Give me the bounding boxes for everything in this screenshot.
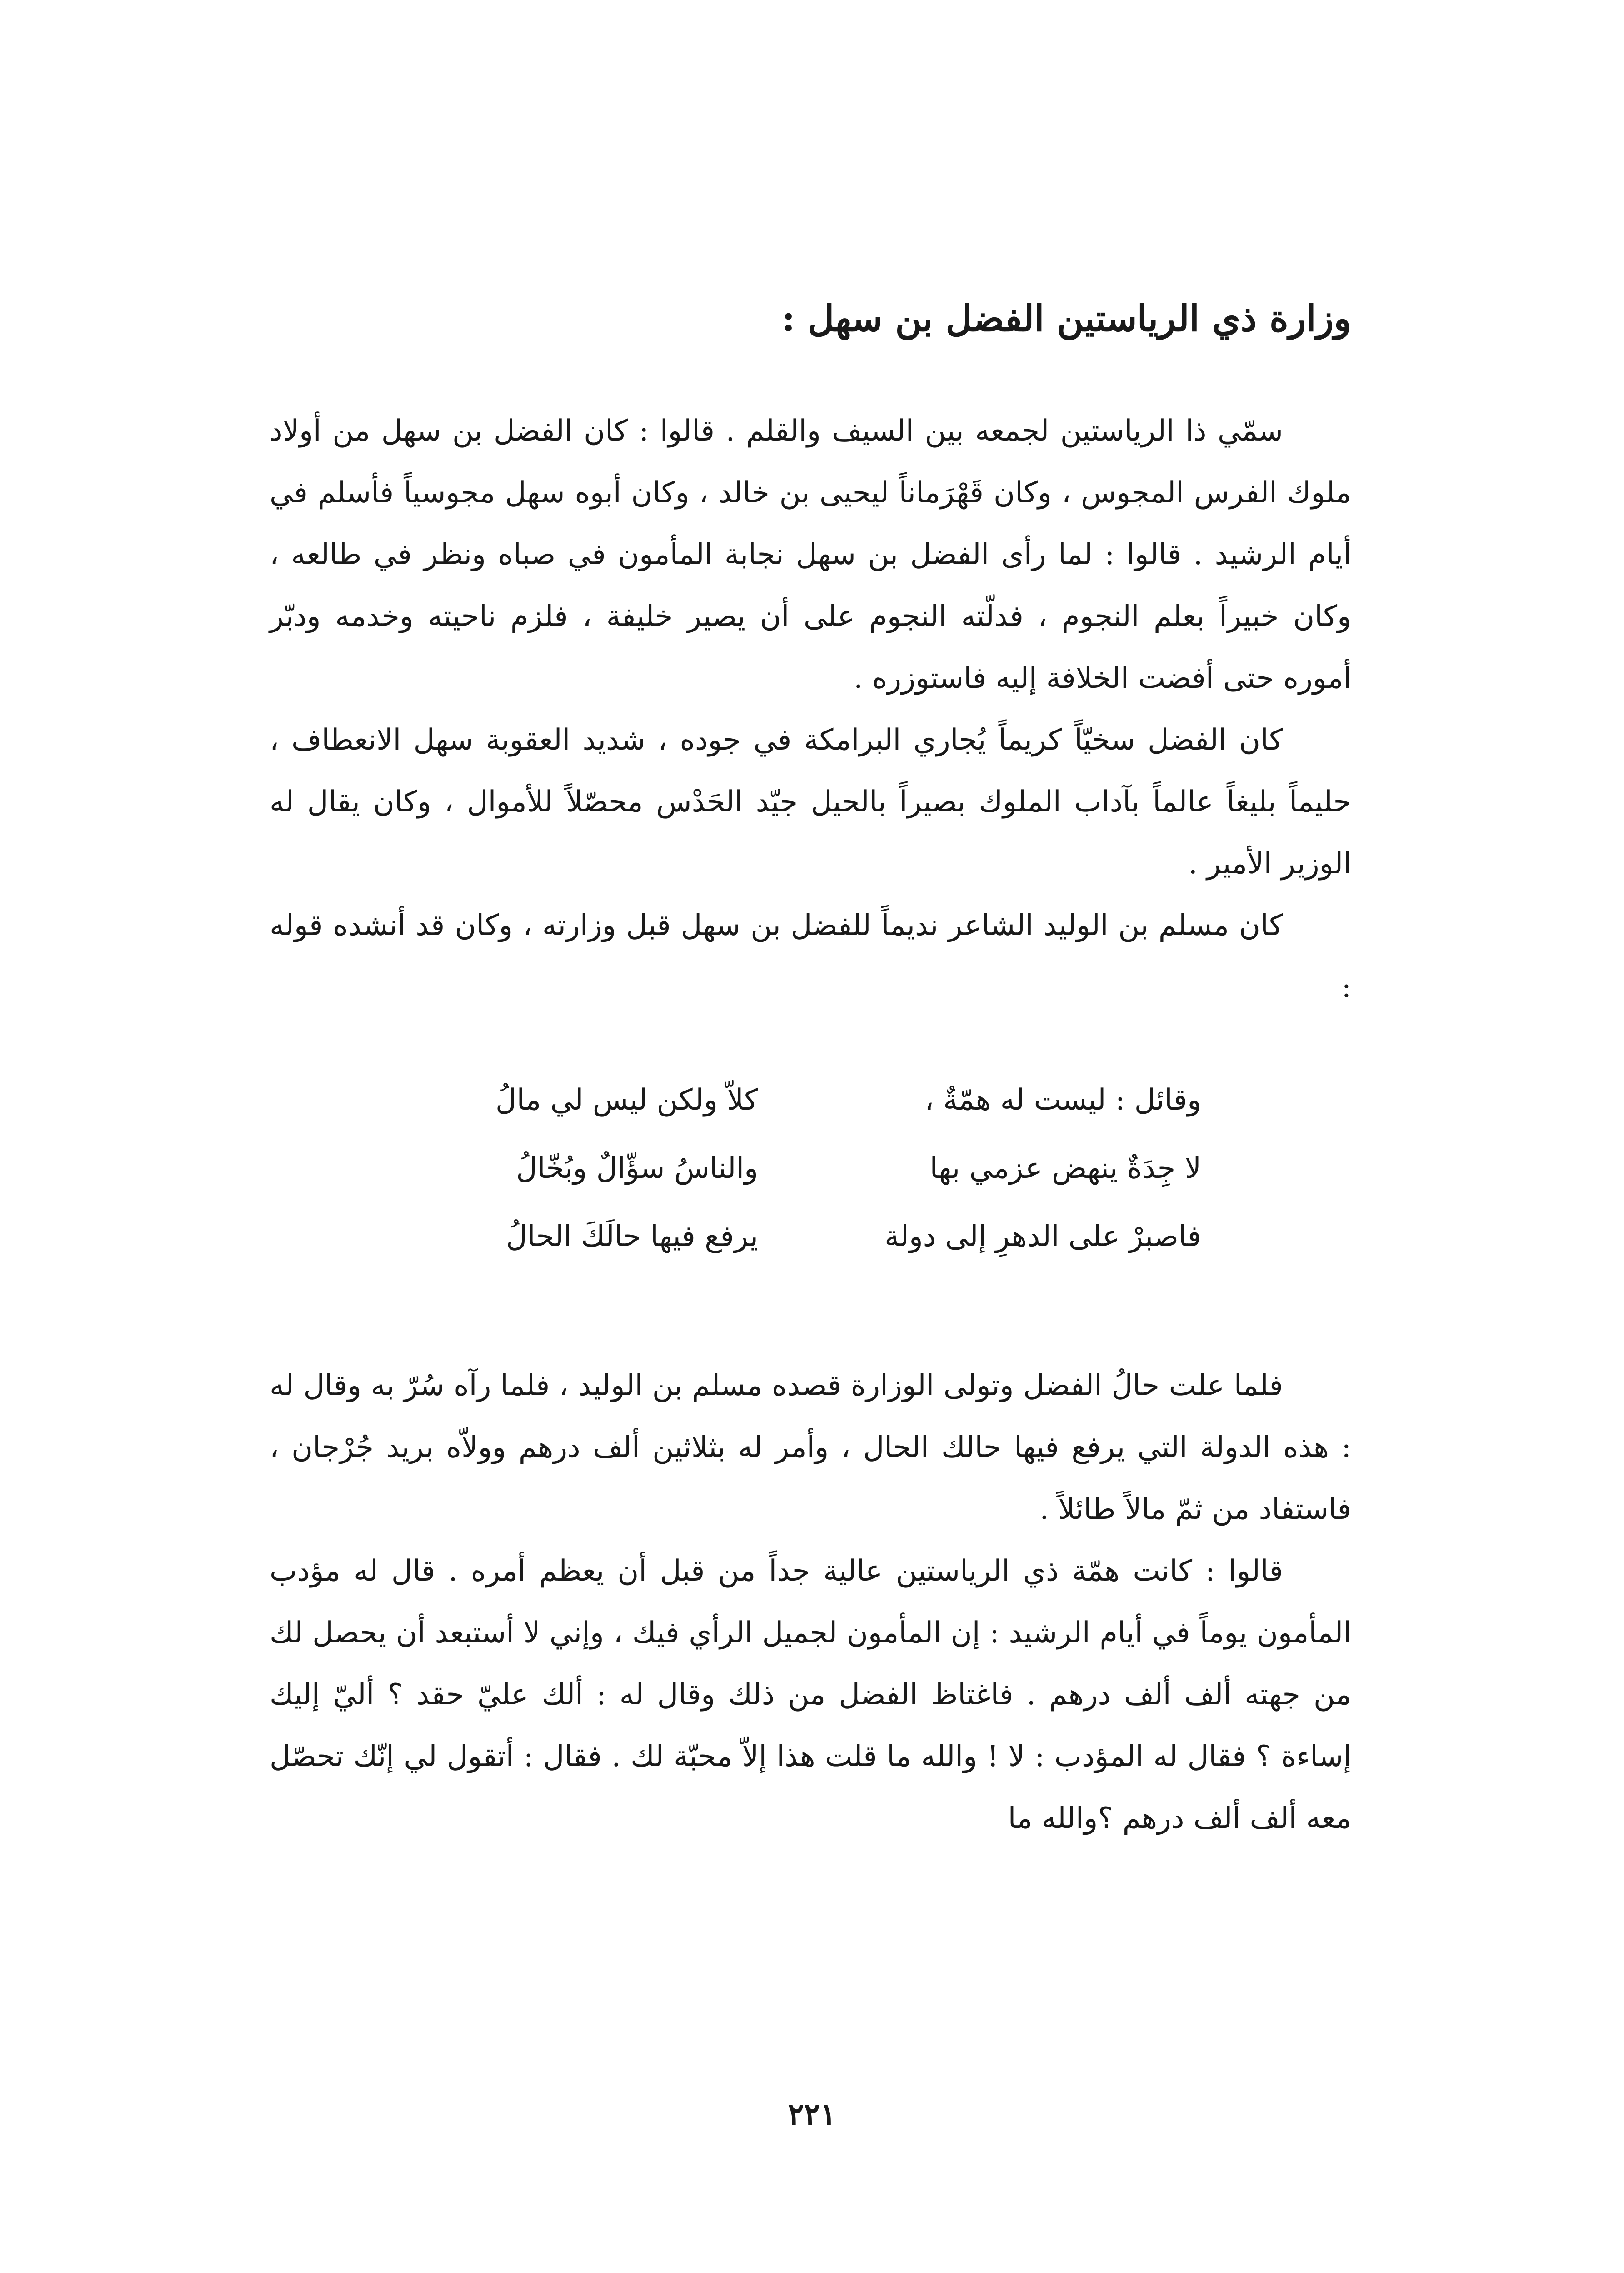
verse-line — [315, 1134, 1201, 1202]
verse-line — [315, 1066, 1201, 1134]
prose-block-top — [270, 400, 1351, 1018]
verse-second-hemistich: كلاّ ولكن ليس لي مالُ — [495, 1083, 758, 1117]
paragraph: قالوا : كانت همّة ذي الرياستين عالية جداً من قبل أن يعظم أمره . قال له مؤدب المأمون يوماً في أيام الرشيد : إن المأمون لجميل الرأي فيك ، وإني لا أستبعد أن يحصل لك من جهته ألف ألف درهم . فاغتاظ الفضل من ذلك وقال له : ألك عليّ حقد ؟ أليّ إليك إساءة ؟ فقال له المؤدب : لا ! والله ما قلت هذا إلاّ محبّة لك . فقال : أتقول لي إنّك تحصّل معه ألف ألف درهم ؟والله ما — [270, 1554, 1352, 1835]
paragraph: فلما علت حالُ الفضل وتولى الوزارة قصده مسلم بن الوليد ، فلما رآه سُرّ به وقال له : هذه الدولة التي يرفع فيها حالك الحال ، وأمر له بثلاثين ألف درهم وولاّه بريد جُرْجان ، فاستفاد من ثمّ مالاً طائلاً . — [270, 1369, 1351, 1526]
poem-verses — [315, 1066, 1201, 1271]
verse-first-hemistich: فاصبرْ على الدهرِ إلى دولة — [884, 1220, 1201, 1253]
verse-second-hemistich: يرفع فيها حالَكَ الحالُ — [506, 1220, 758, 1253]
paragraph: كان مسلم بن الوليد الشاعر نديماً للفضل بن سهل قبل وزارته ، وكان قد أنشده قوله : — [270, 909, 1351, 1004]
paragraph: سمّي ذا الرياستين لجمعه بين السيف والقلم . قالوا : كان الفضل بن سهل من أولاد ملوك الفرس المجوس ، وكان قَهْرَماناً ليحيى بن خالد ، وكان أبوه سهل مجوسياً فأسلم في أيام الرشيد . قالوا : لما رأى الفضل بن سهل نجابة المأمون في صباه ونظر في طالعه ، وكان خبيراً بعلم النجوم ، فدلّته النجوم على أن يصير خليفة ، فلزم ناحيته وخدمه ودبّر أموره حتى أفضت الخلافة إليه فاستوزره . — [270, 414, 1352, 695]
paragraph: كان الفضل سخيّاً كريماً يُجاري البرامكة في جوده ، شديد العقوبة سهل الانعطاف ، حليماً بليغاً عالماً بآداب الملوك بصيراً بالحيل جيّد الحَدْس محصّلاً للأموال ، وكان يقال له الوزير الأمير . — [270, 723, 1351, 881]
verse-first-hemistich: لا جِدَةٌ ينهض عزمي بها — [929, 1152, 1201, 1185]
prose-block-bottom — [270, 1355, 1351, 1849]
verse-first-hemistich: وقائل : ليست له همّةٌ ، — [924, 1083, 1201, 1117]
verse-line — [315, 1202, 1201, 1271]
page-number: ٢٢١ — [788, 2096, 836, 2132]
section-heading: وزارة ذي الرياستين الفضل بن سهل : — [781, 297, 1351, 340]
verse-second-hemistich: والناسُ سؤّالٌ وبُخّالُ — [516, 1152, 758, 1185]
